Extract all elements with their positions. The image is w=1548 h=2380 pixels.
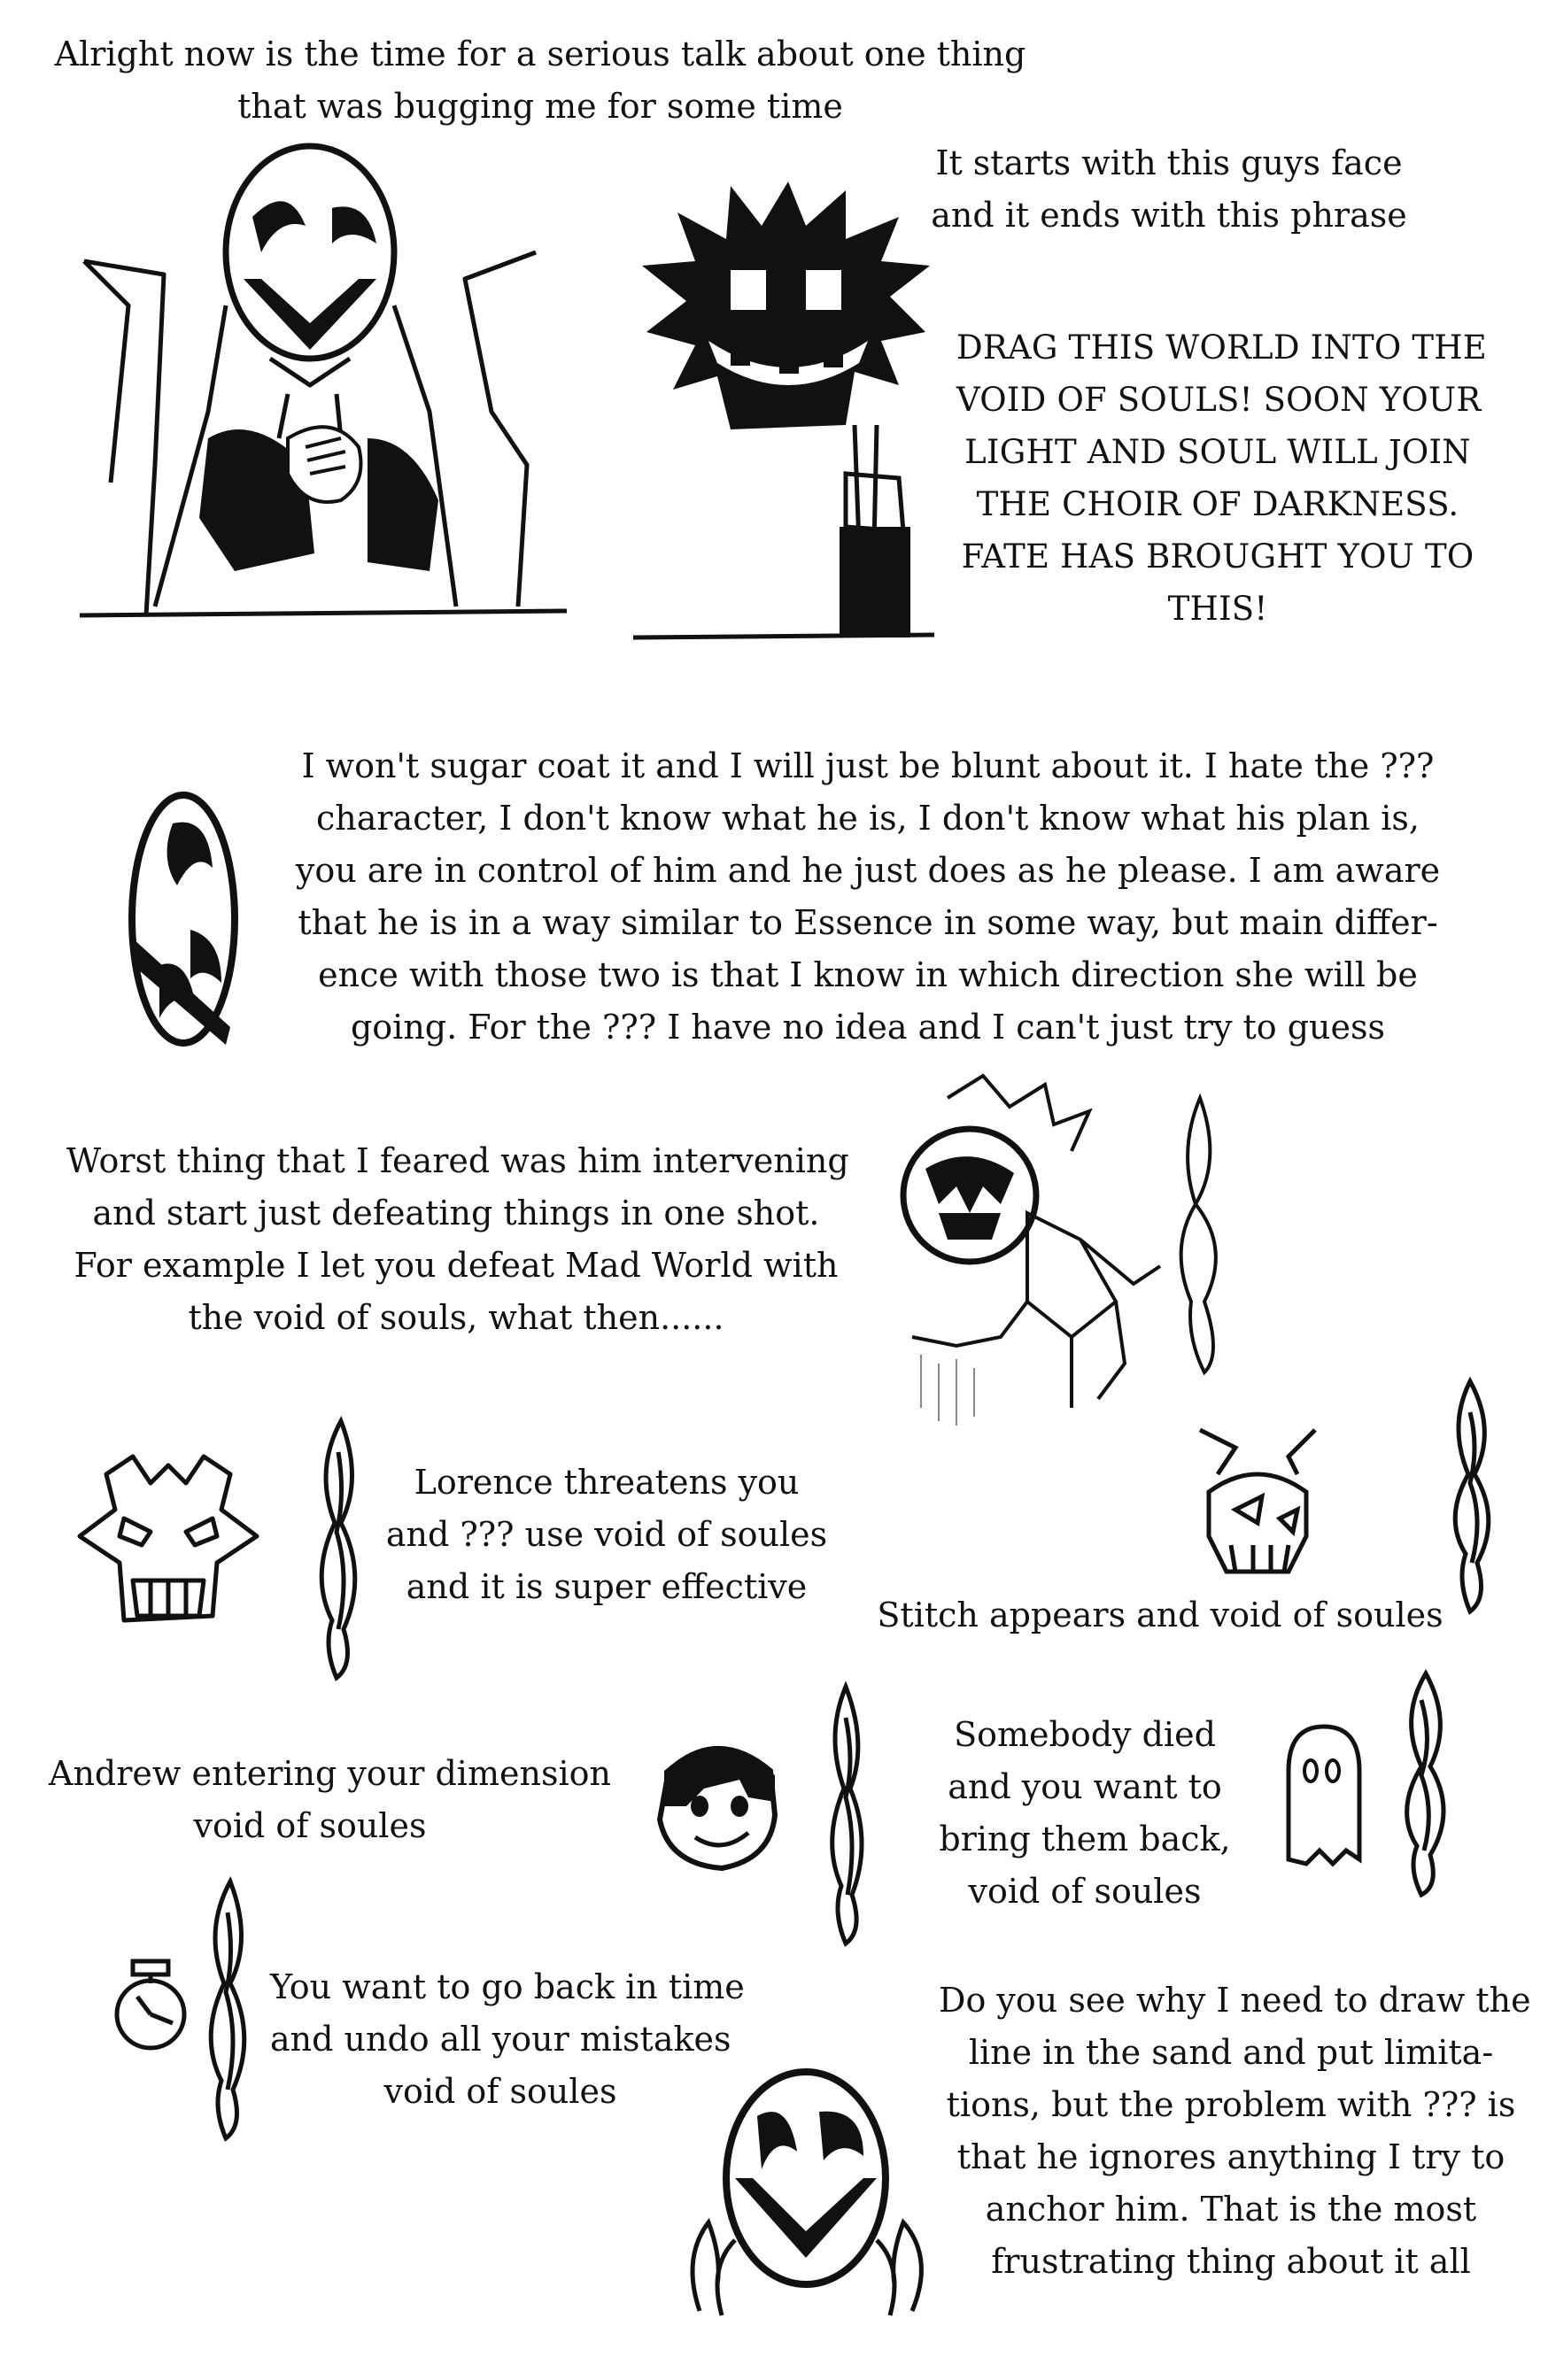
flame-icon-4 (1382, 1669, 1461, 1899)
conclusion-line-2: line in the sand and put limita- (968, 2033, 1494, 2072)
died-line-3: bring them back, (939, 1820, 1231, 1858)
spiky-head-illustration (633, 173, 943, 642)
phrase-line-6: THIS! (1167, 590, 1268, 628)
intro-line-1: Alright now is the time for a serious talk about one thing (54, 35, 1026, 73)
lorence-line-2: and ??? use void of soules (385, 1515, 828, 1554)
andrew-face-illustration (651, 1735, 784, 1873)
lorence-line-1: Lorence threatens you (414, 1463, 800, 1502)
mask-face-illustration (124, 788, 244, 1054)
time-line-1: You want to go back in time (270, 1967, 745, 2006)
stitch-text (872, 1589, 1448, 1642)
stopwatch-icon (106, 1957, 195, 2054)
phrase-line-2: VOID OF SOULS! SOON YOUR (956, 381, 1482, 419)
blunt-line-4: that he is in a way similar to Essence in some way, but main differ- (298, 903, 1438, 942)
conclusion-line-4: that he ignores anything I try to (956, 2137, 1505, 2176)
flame-icon-1 (301, 1417, 372, 1682)
stitch-line: Stitch appears and void of soules (877, 1596, 1444, 1634)
died-line-1: Somebody died (954, 1715, 1216, 1754)
died-line-4: void of soules (968, 1872, 1202, 1911)
blunt-line-1: I won't sugar coat it and I will just be blunt about it. I hate the ??? (301, 746, 1435, 785)
starts-text (921, 137, 1417, 242)
starts-line-2: and it ends with this phrase (931, 196, 1407, 235)
flame-icon-5 (190, 1877, 261, 2143)
flame-icon-2 (1435, 1377, 1505, 1616)
worst-line-3: For example I let you defeat Mad World with (74, 1246, 839, 1285)
blunt-line-6: going. For the ??? I have no idea and I can't just try to guess (350, 1008, 1386, 1047)
worst-line-2: and start just defeating things in one shot. (92, 1194, 820, 1232)
time-line-3: void of soules (383, 2072, 617, 2111)
blunt-line-5: ence with those two is that I know in which direction she will be (318, 955, 1418, 994)
died-line-2: and you want to (948, 1767, 1222, 1806)
intro-text (35, 28, 1045, 133)
leaping-character-illustration (894, 1071, 1249, 1452)
conclusion-line-6: frustrating thing about it all (991, 2242, 1471, 2281)
worst-line-1: Worst thing that I feared was him intervening (66, 1141, 849, 1180)
blunt-line-3: you are in control of him and he just does as he please. I am aware (295, 851, 1441, 890)
time-text (270, 1961, 745, 2118)
worst-text (66, 1135, 849, 1344)
blunt-line-2: character, I don't know what he is, I don't know what his plan is, (315, 799, 1420, 838)
lorence-head-illustration (71, 1448, 266, 1642)
died-text (925, 1709, 1244, 1918)
mask-with-hands-illustration (673, 2054, 939, 2320)
conclusion-line-3: tions, but the problem with ??? is (946, 2085, 1516, 2124)
andrew-line-1: Andrew entering your dimension (49, 1754, 611, 1793)
stitch-illustration (1182, 1421, 1333, 1580)
flame-icon-3 (815, 1682, 877, 1948)
starts-line-1: It starts with this guys face (935, 143, 1403, 182)
masked-caped-figure-illustration (75, 146, 571, 633)
lorence-line-3: and it is super effective (406, 1567, 808, 1606)
phrase-line-3: LIGHT AND SOUL WILL JOIN (964, 433, 1471, 471)
blunt-text (292, 740, 1444, 1054)
phrase-line-5: FATE HAS BROUGHT YOU TO (961, 537, 1474, 576)
andrew-text (49, 1748, 611, 1852)
time-line-2: and undo all your mistakes (270, 2020, 731, 2059)
phrase-line-1: DRAG THIS WORLD INTO THE (956, 328, 1487, 367)
phrase-line-4: THE CHOIR OF DARKNESS. (976, 485, 1459, 523)
phrase-text (956, 321, 1487, 635)
conclusion-text (939, 1974, 1531, 2288)
ghost-illustration (1275, 1718, 1373, 1868)
worst-line-4: the void of souls, what then...... (188, 1298, 724, 1337)
andrew-line-2: void of soules (193, 1806, 427, 1845)
conclusion-line-1: Do you see why I need to draw the (939, 1981, 1531, 2020)
lorence-text (376, 1457, 837, 1613)
conclusion-line-5: anchor him. That is the most (985, 2190, 1477, 2229)
intro-line-2: that was bugging me for some time (237, 87, 843, 126)
